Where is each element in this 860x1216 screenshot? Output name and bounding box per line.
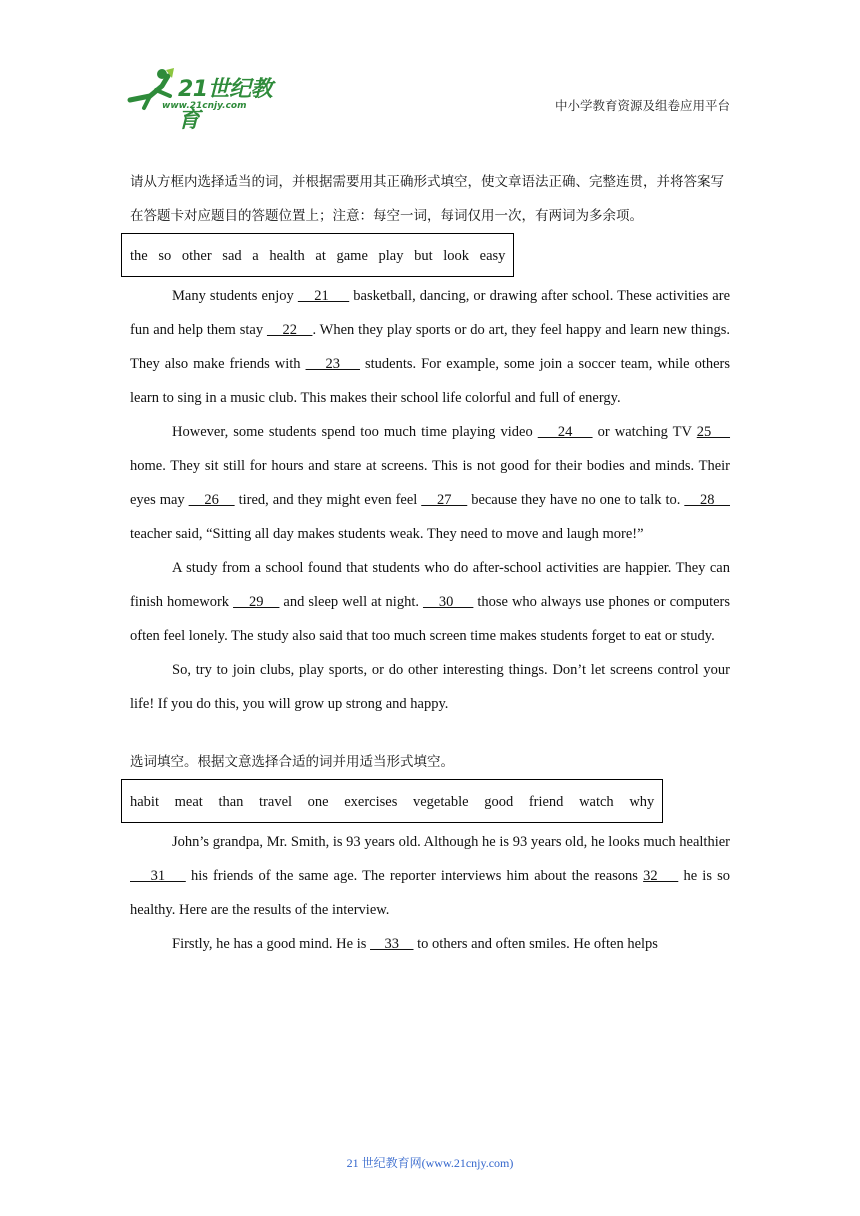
word-box-item: play: [378, 248, 404, 264]
word-box-item: so: [158, 248, 172, 264]
text: students. For example, some join a soccer team, while others learn to sing in a music club. This makes their school life colorful and full of energy.: [130, 356, 731, 406]
word-box-item: travel: [259, 794, 293, 810]
text: Many students enjoy: [172, 288, 298, 304]
word-box-item: other: [181, 248, 212, 264]
word-box-item: friend: [528, 794, 564, 810]
paragraph-1: [130, 279, 730, 415]
text: Firstly, he has a good mind. He is: [172, 936, 371, 952]
platform-title: 中小学教育资源及组卷应用平台: [554, 98, 730, 113]
paragraph-4: So, try to join clubs, play sports, or do other interesting things. Don’t let screens control your life! If you do this, you will grow up strong and happy.: [130, 662, 730, 712]
section1-word-box: [121, 233, 514, 277]
word-box-item: sad: [222, 248, 242, 264]
blank-33[interactable]: 33: [370, 936, 414, 952]
document-body: [130, 165, 730, 961]
blank-29[interactable]: 29: [233, 594, 280, 610]
text: A study from a school found that students who do after-school activities are happier. They can finish homework: [130, 560, 730, 610]
blank-28[interactable]: 28: [684, 492, 730, 508]
paragraph-6: [130, 927, 730, 961]
word-box-item: vegetable: [413, 794, 469, 810]
paragraph-2: [130, 415, 730, 551]
text: he is so healthy. Here are the results of the interview.: [130, 868, 731, 918]
word-box-item: habit: [130, 794, 159, 810]
text: to others and often smiles. He often helps: [413, 936, 658, 952]
text: . When they play sports or do art, they feel happy and learn new things. They also make friends with: [130, 322, 730, 372]
word-box-item: a: [252, 248, 259, 264]
text: basketball, dancing, or drawing after school. These activities are fun and help them stay: [130, 288, 731, 338]
word-box-item: at: [315, 248, 326, 264]
blank-23[interactable]: 23: [305, 356, 360, 372]
word-box-item: but: [414, 248, 433, 264]
text: and sleep well at night.: [279, 594, 423, 610]
word-box-item: exercises: [344, 794, 398, 810]
text: tired, and they might even feel: [234, 492, 422, 508]
section1-instruction: 请从方框内选择适当的词，并根据需要用其正确形式填空，使文章语法正确、完整连贯，并将答案写在答题卡对应题目的答题位置上；注意：每空一词，每词仅用一次，有两词为多余项。: [130, 174, 724, 224]
blank-22[interactable]: 22: [266, 322, 313, 338]
page-footer: 21 世纪教育网(www.21cnjy.com): [346, 1156, 514, 1170]
text: However, some students spend too much time playing video: [172, 424, 538, 440]
text: or watching TV: [592, 424, 697, 440]
blank-27[interactable]: 27: [421, 492, 468, 508]
section2-word-box: [121, 779, 663, 823]
text: John’s grandpa, Mr. Smith, is 93 years old. Although he is 93 years old, he looks much healthier: [172, 834, 730, 850]
page-header: [0, 0, 860, 133]
section2-instruction: 选词填空。根据文意选择合适的词并用适当形式填空。: [130, 754, 454, 770]
word-box-item: easy: [479, 248, 506, 264]
word-box-item: game: [336, 248, 368, 264]
word-box-item: the: [130, 248, 148, 264]
word-box-item: why: [629, 794, 655, 810]
text: because they have no one to talk to.: [467, 492, 685, 508]
blank-25[interactable]: 25: [696, 424, 731, 440]
blank-31[interactable]: 31: [130, 868, 186, 884]
word-box-item: than: [218, 794, 244, 810]
text: those who always use phones or computers often feel lonely. The study also said that too much screen time makes students forget to eat or study.: [130, 594, 731, 644]
logo-url: www.21cnjy.com: [162, 101, 247, 111]
text: home. They sit still for hours and stare at screens. This is not good for their bodies and minds. Their eyes may: [130, 458, 730, 508]
word-box-item: health: [269, 248, 305, 264]
logo: [122, 66, 292, 133]
blank-26[interactable]: 26: [188, 492, 235, 508]
blank-24[interactable]: 24: [537, 424, 593, 440]
word-box-item: one: [307, 794, 329, 810]
text: his friends of the same age. The reporter interviews him about the reasons: [185, 868, 644, 884]
word-box-item: look: [443, 248, 470, 264]
word-box-item: good: [484, 794, 514, 810]
word-box-item: meat: [174, 794, 203, 810]
blank-21[interactable]: 21: [297, 288, 350, 304]
text: teacher said, “Sitting all day makes students weak. They need to move and laugh more!”: [130, 526, 644, 542]
paragraph-3: [130, 551, 730, 653]
word-box-item: watch: [579, 794, 614, 810]
blank-32[interactable]: 32: [643, 868, 679, 884]
logo-text: 21世纪教育: [178, 77, 273, 133]
paragraph-5: [130, 825, 730, 927]
blank-30[interactable]: 30: [422, 594, 474, 610]
